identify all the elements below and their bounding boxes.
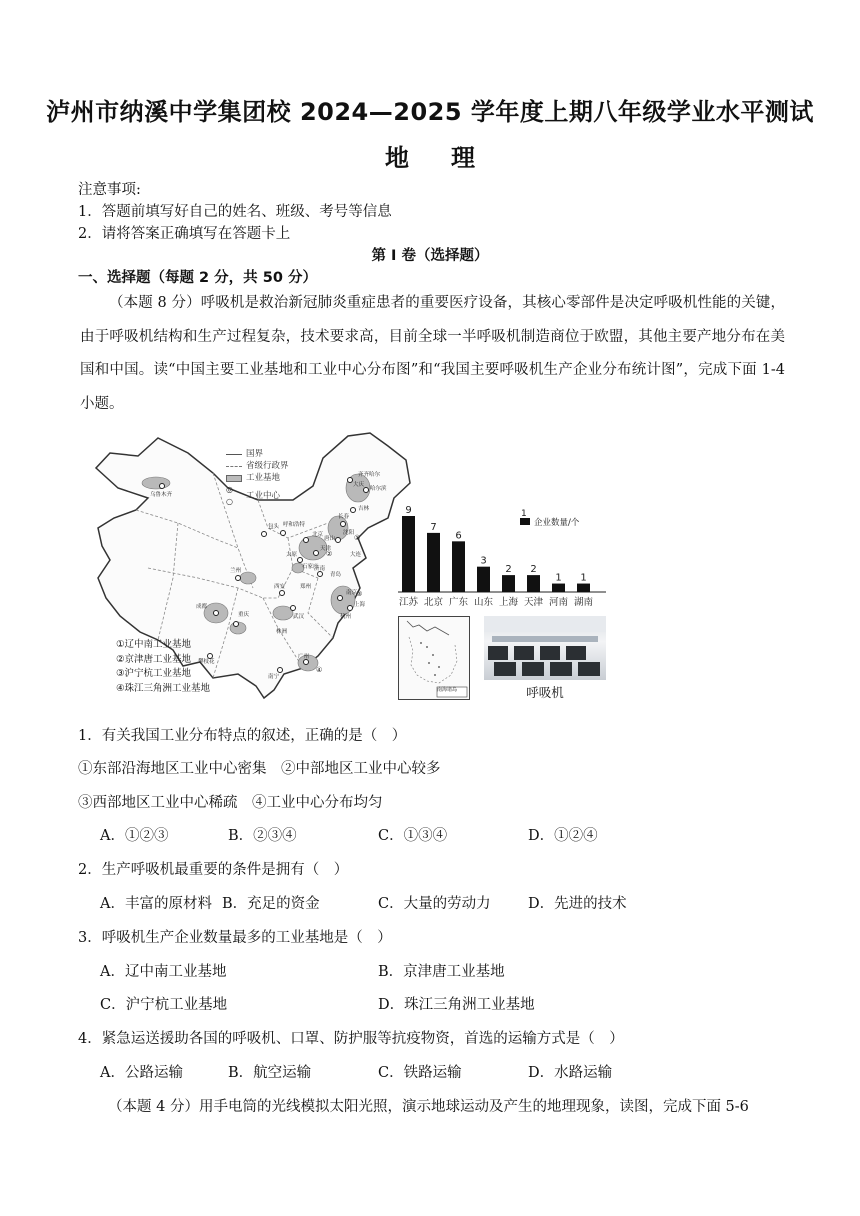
bar-江苏 [402, 516, 415, 592]
center-swatch: ◎ ○ [226, 485, 233, 506]
category-tick-label: 天津 [523, 597, 544, 608]
city-label: 武汉 [293, 614, 305, 620]
city-label: 上海 [354, 602, 366, 608]
bar-湖南 [577, 584, 590, 592]
q4-option-a[interactable]: A．公路运输 [100, 1065, 183, 1081]
bar-value-label: 9 [405, 506, 412, 516]
bar-北京 [427, 533, 440, 592]
subject-title: 地理 [385, 144, 517, 172]
city-label: 吉林 [358, 506, 370, 512]
province-swatch [226, 466, 242, 467]
passage-2: （本题 4 分）用手电筒的光线模拟太阳光照，演示地球运动及产生的地理现象，读图，完成下面 5-6 [108, 1099, 749, 1115]
base-list-item: ③沪宁杭工业基地 [116, 668, 192, 679]
bar-上海 [502, 575, 515, 592]
category-tick-label: 山东 [473, 597, 494, 608]
city-label: 郑州 [300, 584, 312, 590]
city-label: 株洲 [276, 629, 288, 635]
city-label: 兰州 [230, 568, 242, 574]
exam-title: 泸州市纳溪中学集团校 2024—2025 学年度上期八年级学业水平测试 [46, 98, 814, 126]
city-label: 天津 [320, 546, 332, 552]
q1-statements-a: ①东部沿海地区工业中心密集 ②中部地区工业中心较多 [78, 761, 441, 777]
city-label: 齐齐哈尔 [358, 472, 381, 478]
q4-option-c[interactable]: C．铁路运输 [378, 1065, 462, 1081]
base-swatch [226, 475, 242, 482]
city-label: 哈尔滨 [370, 486, 387, 492]
q2-option-c[interactable]: C．大量的劳动力 [378, 896, 491, 912]
q4-option-d[interactable]: D．水路运输 [528, 1065, 613, 1081]
inset-label: 南海诸岛 [437, 687, 458, 693]
city-label: 长春 [338, 514, 350, 520]
q1-stem: 1．有关我国工业分布特点的叙述，正确的是（ ） [78, 728, 407, 744]
base-marker: ② [326, 550, 333, 558]
photo-caption: 呼吸机 [526, 685, 564, 700]
legend-swatch [520, 518, 530, 525]
figure-group [88, 428, 628, 703]
category-tick-label: 北京 [423, 597, 444, 608]
notes-heading: 注意事项: [78, 182, 141, 198]
city-label: 沈阳 [343, 530, 355, 536]
city-label: 乌鲁木齐 [150, 492, 173, 498]
bar-广东 [452, 541, 465, 592]
bar-value-label: 2 [530, 564, 537, 576]
bar-value-label: 6 [455, 530, 462, 542]
base-marker: ① [354, 534, 361, 542]
city-label: 太原 [286, 552, 298, 558]
city-label: 呼和浩特 [283, 522, 306, 528]
q4-stem: 4．紧急运送援助各国的呼吸机、口罩、防护服等抗疫物资，首选的运输方式是（ ） [78, 1031, 624, 1047]
q2-option-a[interactable]: A．丰富的原材料 [100, 896, 212, 912]
boundary-swatch [226, 454, 242, 455]
map-legend: 国界 省级行政界 工业基地 ◎ ○ 工业中心 [226, 449, 289, 506]
ventilator-photo [484, 616, 606, 700]
bar-天津 [527, 575, 540, 592]
south-china-sea-inset [398, 616, 470, 700]
ventilator-image [484, 616, 606, 680]
category-tick-label: 河南 [548, 597, 569, 608]
bar-value-label: 7 [430, 521, 437, 533]
city-label: 大连 [350, 552, 362, 558]
passage-1: （本题 8 分）呼吸机是救治新冠肺炎重症患者的重要医疗设备，其核心零部件是决定呼吸机性能的关键，由于呼吸机结构和生产过程复杂，技术要求高，目前全球一半呼吸机制造商位于欧盟，其他主要产地分布在美国和中国。读“中国主要工业基地和工业中心分布图”和“我国主要呼吸机生产企业分布统计图”，完成下面 1-4 小题。 [80, 295, 785, 412]
city-label: 北京 [312, 532, 324, 538]
q4-option-b[interactable]: B．航空运输 [228, 1065, 312, 1081]
q2-option-d[interactable]: D．先进的技术 [528, 896, 627, 912]
q3-option-a[interactable]: A．辽中南工业基地 [100, 964, 227, 980]
q3-option-b[interactable]: B．京津唐工业基地 [378, 964, 505, 980]
city-label: 青岛 [330, 572, 342, 578]
city-label: 攀枝花 [198, 659, 215, 665]
legend-sample-value: 1 [521, 509, 527, 519]
city-label: 唐山 [324, 536, 336, 542]
base-list [116, 638, 210, 696]
category-tick-label: 上海 [498, 597, 519, 608]
q1-option-d[interactable]: D．①②④ [528, 828, 598, 844]
base-list-item: ②京津唐工业基地 [116, 653, 192, 665]
legend-label: 企业数量/个 [534, 518, 580, 528]
city-label: 石家庄 [302, 564, 319, 570]
q2-stem: 2．生产呼吸机最重要的条件是拥有（ ） [78, 862, 349, 878]
volume-title: 第 I 卷（选择题） [371, 248, 489, 264]
category-tick-label: 广东 [448, 597, 469, 608]
bar-河南 [552, 584, 565, 592]
base-list-item: ①辽中南工业基地 [116, 639, 192, 650]
city-label: 南宁 [268, 674, 280, 680]
city-label: 广州 [298, 654, 310, 660]
q1-statements-b: ③西部地区工业中心稀疏 ④工业中心分布均匀 [78, 795, 383, 811]
q1-option-a[interactable]: A．①②③ [100, 828, 169, 844]
bar-山东 [477, 567, 490, 592]
category-tick-label: 江苏 [398, 597, 419, 608]
city-label: 济南 [314, 566, 326, 572]
category-tick-label: 湖南 [573, 597, 594, 608]
city-label: 南京 [346, 590, 358, 596]
q3-stem: 3．呼吸机生产企业数量最多的工业基地是（ ） [78, 930, 392, 946]
q2-option-b[interactable]: B．充足的资金 [222, 896, 320, 912]
city-label: 杭州 [340, 614, 352, 620]
part-title: 一、选择题（每题 2 分，共 50 分） [78, 270, 317, 286]
q1-option-c[interactable]: C．①③④ [378, 828, 448, 844]
base-marker: ③ [356, 590, 363, 598]
bar-value-label: 2 [505, 564, 512, 576]
q3-option-c[interactable]: C．沪宁杭工业基地 [100, 997, 228, 1013]
bar-value-label: 1 [555, 572, 562, 584]
bar-value-label: 1 [580, 572, 587, 584]
q3-option-d[interactable]: D．珠江三角洲工业基地 [378, 997, 535, 1013]
city-label: 西安 [274, 584, 286, 590]
note-item: 1．答题前填写好自己的姓名、班级、考号等信息 [78, 204, 392, 220]
bar-value-label: 3 [480, 555, 487, 567]
city-label: 大庆 [353, 482, 365, 488]
city-label: 重庆 [238, 612, 250, 618]
base-marker: ④ [316, 666, 323, 674]
city-label: 包头 [268, 524, 280, 530]
city-label: 成都 [196, 604, 208, 610]
q1-option-b[interactable]: B．②③④ [228, 828, 297, 844]
note-item: 2．请将答案正确填写在答题卡上 [78, 226, 291, 242]
base-list-item: ④珠江三角洲工业基地 [116, 682, 211, 694]
